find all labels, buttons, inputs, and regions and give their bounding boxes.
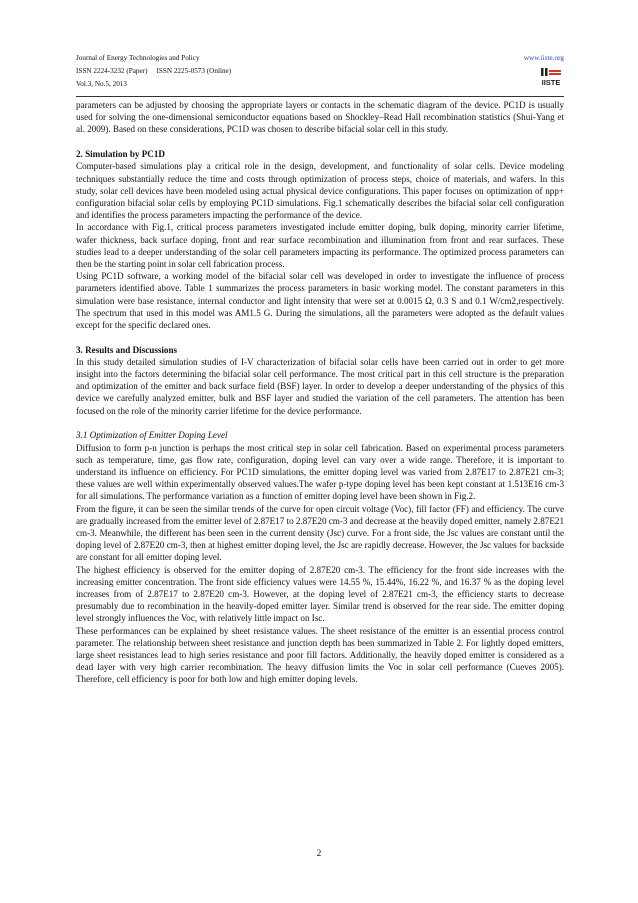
paragraph: These performances can be explained by sheet resistance values. The sheet resistance of the emitter is an essential process control parameter. The relationship between sheet resistance and junction depth has been summarized in Table 2. For lightly doped emitters, large sheet resistances lead to high series resistance and poor fill factors. Additionally, the heavily doped emitter is considered as a dead layer with very high carrier recombination. The heavy diffusion limits the Voc in solar cell performance (Cueves 2005). Therefore, cell efficiency is poor for both low and high emitter doping levels. xyxy=(76,625,564,685)
paragraph: From the figure, it can be seen the similar trends of the curve for open circuit voltage (Voc), fill factor (FF) and efficiency. The curve are gradually increased from the emitter level of 2.87E17 to 2.87E20 cm-3 and decrease at the heavily doped emitter, namely 2.87E21 cm-3. Meanwhile, the different has been seen in the current density (Jsc) curve. For a front side, the Jsc values are constant until the doping level of 2.87E20 cm-3, then at highest emitter doping level, the Jsc are rapidly decrease. However, the Jsc values for backside are constant for all emitter doping level. xyxy=(76,503,564,563)
page-body xyxy=(76,99,564,686)
page-header xyxy=(76,52,564,91)
section-heading: 2. Simulation by PC1D xyxy=(76,149,165,160)
issn-line: ISSN 2224-3232 (Paper) ISSN 2225-0573 (Online) xyxy=(76,67,232,75)
iiste-logo-icon xyxy=(538,67,564,87)
paragraph: Diffusion to form p-n junction is perhaps the most critical step in solar cell fabrication. Based on experimental process parameters such as temperature, time, gas flow rate, configuration, doping level can vary over a wide range. Therefore, it is important to understand its influence on efficiency. For PC1D simulations, the emitter doping level was varied from 2.87E17 to 2.87E21 cm-3; these values are well within experimentally observed values.The wafer p-type doping level has been kept constant at 1.513E16 cm-3 for all simulations. The performance variation as a function of emitter doping level have been shown in Fig.2. xyxy=(76,442,564,502)
paragraph: Using PC1D software, a working model of the bifacial solar cell was developed in order to investigate the influence of process parameters identified above. Table 1 summarizes the process parameters in basic working model. The constant parameters in this simulation were base resistance, internal conductor and light intensity that were set at 0.0015 Ω, 0.3 S and 0.1 W/cm2,respectively. The spectrum that used in this model was AM1.5 G. During the simulations, all the parameters were adopted as the default values except for the specific declared ones. xyxy=(76,271,564,330)
volume-line: Vol.3, No.5, 2013 xyxy=(76,80,127,88)
paragraph: The highest efficiency is observed for the emitter doping of 2.87E20 cm-3. The efficiency for the front side increases with the increasing emitter concentration. The front side efficiency values were 14.55 %, 15.44%, 16.22 %, and 16.37 % as the doping level increases from of 2.87E17 to 2.87E20 cm-3. However, at the doping level of 2.87E21 cm-3, the efficiency starts to decrease presumably due to recombination in the heavily-doped emitter layer. Similar trend is observed for the rear side. The emitter doping level strongly influences the Voc, with relatively little impact on Isc. xyxy=(76,564,564,624)
header-rule xyxy=(76,96,564,97)
journal-url[interactable]: www.iiste.org xyxy=(523,54,564,62)
section-heading: 3. Results and Discussions xyxy=(76,344,178,355)
paragraph: In accordance with Fig.1, critical process parameters investigated include emitter doping, bulk doping, minority carrier lifetime, wafer thickness, back surface doping, front and rear surface recombination and illumination from front and rear surfaces. These studies lead to a deeper understanding of the solar cell parameters impacting its performance. The optimized process parameters can then be the starting point in solar cell fabrication process. xyxy=(76,222,564,269)
journal-title: Journal of Energy Technologies and Policy xyxy=(76,54,200,62)
subsection-heading: 3.1 Optimization of Emitter Doping Level xyxy=(76,430,228,441)
paragraph: Computer-based simulations play a critical role in the design, development, and functionality of solar cells. Device modeling techniques substantially reduce the time and costs through optimization of process steps, choice of materials, and wafers. In this study, solar cell devices have been modeled using actual physical device configurations. This paper focuses on optimization of npp+ configuration bifacial solar cells by employing PC1D simulations. Fig.1 schematically describes the bifacial solar cell configuration and identifies the process parameters impacting the performance of the device. xyxy=(76,161,564,221)
paragraph: parameters can be adjusted by choosing the appropriate layers or contacts in the schematic diagram of the device. PC1D is usually used for solving the one-dimensional semiconductor equations based on Shockley–Read Hall recombination statistics (Shui-Yang et al. 2009). Based on these considerations, PC1D was chosen to describe bifacial solar cell in this study. xyxy=(76,100,564,135)
page-number: 2 xyxy=(316,848,322,858)
logo-text: IISTE xyxy=(541,78,561,87)
paragraph: In this study detailed simulation studies of I-V characterization of bifacial solar cells have been carried out in order to get more insight into the factors determining the bifacial solar cell performance. The most critical part in this cell structure is the preparation and optimization of the emitter and back surface field (BSF) layer. In order to develop a deeper understanding of the physics of this device we carefully analyzed emitter, bulk and BSF layer and studied the variation of the cell parameters. The attention has been focused on the role of the minority carrier lifetime for the device performance. xyxy=(76,356,564,416)
